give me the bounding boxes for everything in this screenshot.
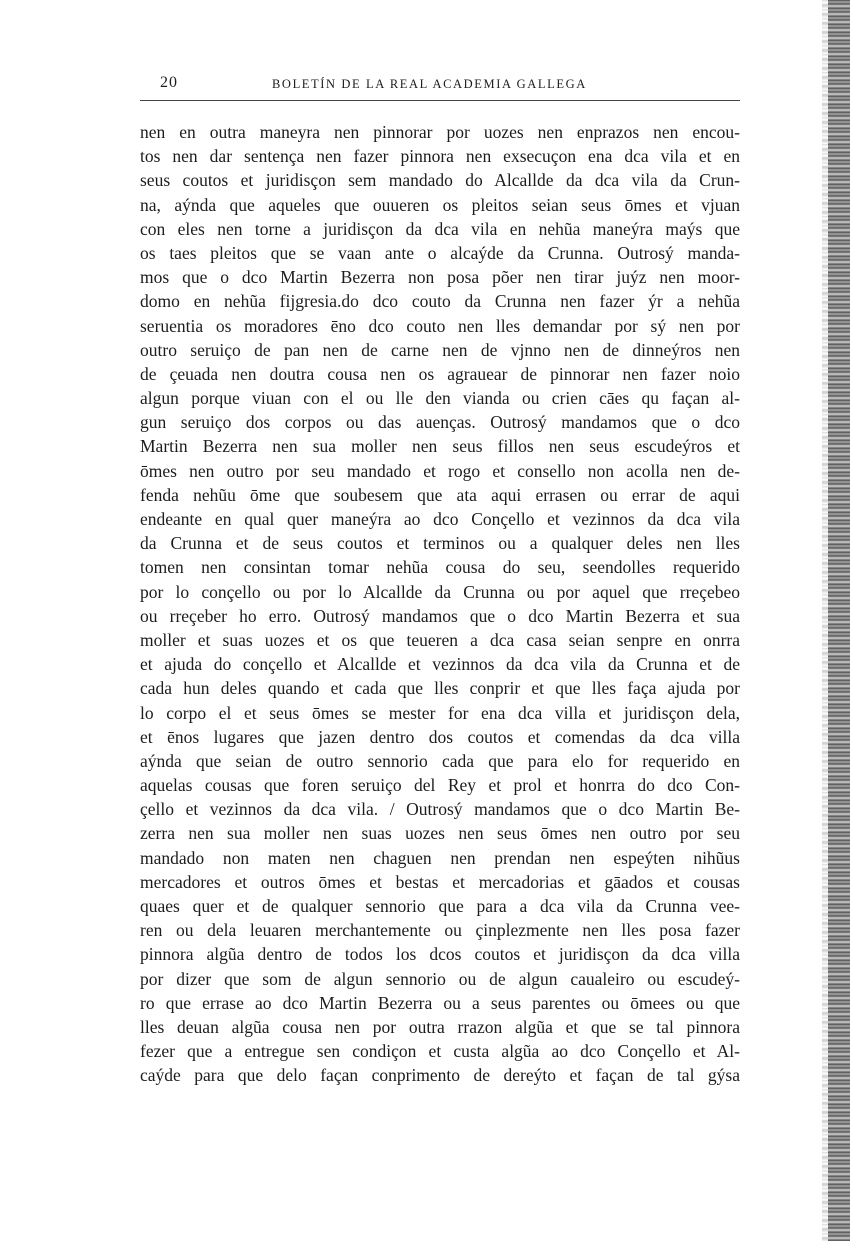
text-line: tomen nen consintan tomar nehũa cousa do seu, seendolles requerido bbox=[140, 557, 740, 578]
text-line: caýde para que delo façan conprimento de dereýto et façan de tal gýsa bbox=[140, 1065, 740, 1086]
text-line: aýnda que seian de outro sennorio cada que para elo for requerido en bbox=[140, 750, 740, 771]
text-line: por lo conçello ou por lo Alcallde da Crunna ou por aquel que rreçebeo bbox=[140, 581, 740, 602]
text-line: ōmes nen outro por seu mandado et rogo et consello non acolla nen de- bbox=[140, 460, 740, 481]
text-line: na, aýnda que aqueles que ouueren os pleitos seian seus ōmes et vjuan bbox=[140, 194, 740, 215]
text-line: tos nen dar sentença nen fazer pinnora nen exsecuçon ena dca vila et en bbox=[140, 146, 740, 167]
text-line: fenda nehũu ōme que soubesem que ata aqui errasen ou errar de aqui bbox=[140, 484, 740, 505]
text-line: et ajuda do conçello et Alcallde et vezinnos da dca vila da Crunna et de bbox=[140, 654, 740, 675]
page-number: 20 bbox=[160, 74, 178, 91]
text-line: outro seruiço de pan nen de carne nen de vjnno nen de dinneýros nen bbox=[140, 339, 740, 360]
text-line: algun porque viuan con el ou lle den vianda ou crien cāes qu façan al- bbox=[140, 388, 740, 409]
text-line: mos que o dco Martin Bezerra non posa põer nen tirar juýz nen moor- bbox=[140, 267, 740, 288]
text-line: mandado non maten nen chaguen nen prendan nen espeýten nihũus bbox=[140, 847, 740, 868]
text-line: con eles nen torne a juridisçon da dca vila en nehũa maneýra maýs que bbox=[140, 218, 740, 239]
text-line: domo en nehũa fijgresia.do dco couto da Crunna nen fazer ýr a nehũa bbox=[140, 291, 740, 312]
text-line: lo corpo el et seus ōmes se mester for ena dca villa et juridisçon dela, bbox=[140, 702, 740, 723]
text-line: os taes pleitos que se vaan ante o alcaýde da Crunna. Outrosý manda- bbox=[140, 242, 740, 263]
text-line: quaes quer et de qualquer sennorio que para a dca vila da Crunna vee- bbox=[140, 896, 740, 916]
text-line: mercadores et outros ōmes et bestas et mercadorias et gāados et cousas bbox=[140, 871, 740, 892]
text-line: et ēnos lugares que jazen dentro dos coutos et comendas da dca villa bbox=[140, 726, 740, 747]
text-line: çello et vezinnos da dca vila. / Outrosý mandamos que o dco Martin Be- bbox=[140, 799, 740, 820]
text-line: endeante en qual quer maneýra ao dco Conçello et vezinnos da dca vila bbox=[140, 509, 740, 529]
text-line: ro que errase ao dco Martin Bezerra ou a seus parentes ou ōmees ou que bbox=[140, 992, 740, 1013]
text-line: pinnora algũa dentro de todos los dcos coutos et juridisçon da dca villa bbox=[140, 944, 740, 965]
text-line: lles deuan algũa cousa nen por outra rrazon algũa et que se tal pinnora bbox=[140, 1016, 740, 1037]
text-line: aquelas cousas que foren seruiço del Rey et prol et honrra do dco Con- bbox=[140, 775, 740, 796]
text-line: da Crunna et de seus coutos et terminos ou a qualquer deles nen lles bbox=[140, 533, 740, 554]
text-line: nen en outra maneyra nen pinnorar por uozes nen enprazos nen encou- bbox=[140, 122, 740, 142]
text-line: moller et suas uozes et os que teueren a dca casa seian senpre en onrra bbox=[140, 629, 740, 650]
header-rule bbox=[140, 100, 740, 101]
text-line: seus coutos et juridisçon sem mandado do Alcallde da dca vila da Crun- bbox=[140, 170, 740, 191]
text-line: de çeuada nen doutra cousa nen os agrauear de pinnorar nen fazer noio bbox=[140, 363, 740, 384]
text-line: ou rreçeber ho erro. Outrosý mandamos que o dco Martin Bezerra et sua bbox=[140, 605, 740, 626]
text-line: zerra nen sua moller nen suas uozes nen seus ōmes nen outro por seu bbox=[140, 823, 740, 844]
body-text bbox=[140, 120, 740, 1088]
text-line: ren ou dela leuaren merchantemente ou çinplezmente nen lles posa fazer bbox=[140, 920, 740, 941]
running-title: BOLETÍN DE LA REAL ACADEMIA GALLEGA bbox=[272, 77, 587, 91]
page-header bbox=[140, 74, 740, 98]
text-line: Martin Bezerra nen sua moller nen seus fillos nen seus escudeýros et bbox=[140, 436, 740, 457]
text-line: cada hun deles quando et cada que lles conprir et que lles faça ajuda por bbox=[140, 678, 740, 699]
text-line: fezer que a entregue sen condiçon et custa algũa ao dco Conçello et Al- bbox=[140, 1041, 740, 1062]
text-line: seruentia os moradores ēno dco couto nen lles demandar por sý nen por bbox=[140, 315, 740, 336]
text-line: gun seruiço dos corpos ou das auenças. Outrosý mandamos que o dco bbox=[140, 412, 740, 433]
text-line: por dizer que som de algun sennorio ou de algun caualeiro ou escudeý- bbox=[140, 968, 740, 989]
book-edge-shadow bbox=[828, 0, 850, 1241]
